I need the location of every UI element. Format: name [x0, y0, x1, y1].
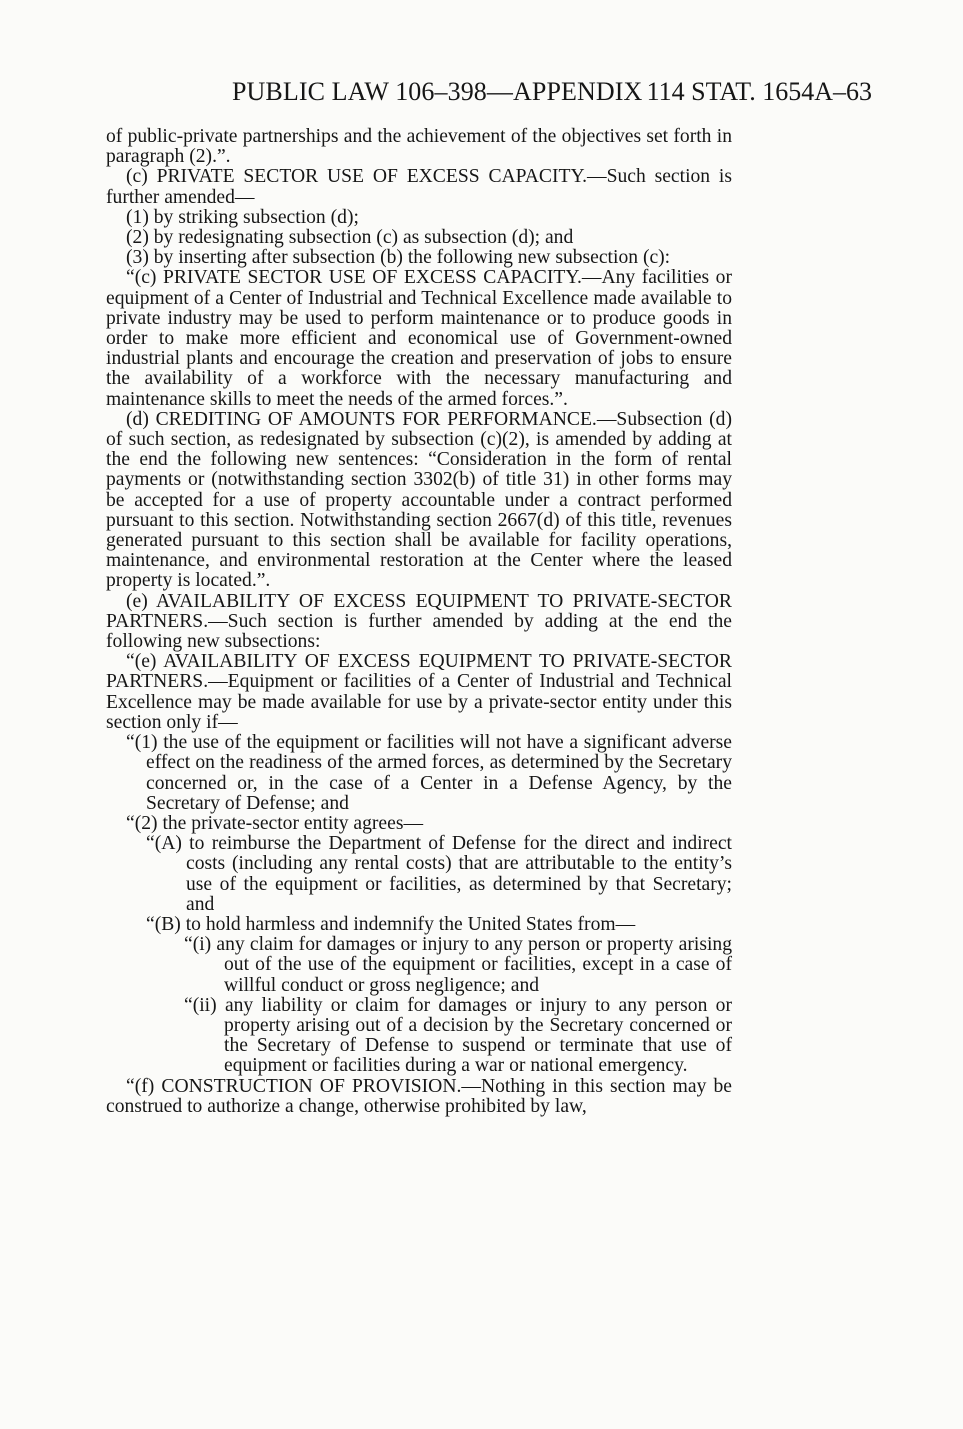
paragraph-quoted-1: “(1) the use of the equipment or facilities will not have a significant adverse effect on the readiness of the armed forces, as determined by the Secretary concerned or, in the case of a Center in a Defense Agency, by the Secretary of Defense; and	[126, 732, 732, 814]
paragraph-subsection-e: (e) AVAILABILITY OF EXCESS EQUIPMENT TO PRIVATE-SECTOR PARTNERS.—Such section is further amended by adding at the end the following new subsections:	[106, 590, 732, 653]
paragraph-quoted-c: “(c) PRIVATE SECTOR USE OF EXCESS CAPACITY.—Any facilities or equipment of a Center of Industrial and Technical Excellence made available to private industry may be used to perform maintenance or to produce goods in order to make more efficient and economical use of Government-owned industrial plants and encourage the creation and preservation of jobs to ensure the availability of a workforce with the necessary manufacturing and maintenance skills to meet the needs of the armed forces.”.	[106, 267, 732, 410]
paragraph-item-3: (3) by inserting after subsection (b) the following new subsection (c):	[126, 247, 671, 269]
paragraph-quoted-f: “(f) CONSTRUCTION OF PROVISION.—Nothing in this section may be construed to authorize a change, otherwise prohibited by law,	[106, 1075, 732, 1117]
paragraph-continuation: of public-private partnerships and the achievement of the objectives set forth in paragraph (2).”.	[106, 126, 732, 168]
statute-page-number: 114 STAT. 1654A–63	[646, 77, 872, 106]
paragraph-quoted-2: “(2) the private-sector entity agrees—	[126, 812, 424, 834]
paragraph-subsection-c: (c) PRIVATE SECTOR USE OF EXCESS CAPACITY.—Such section is further amended—	[106, 166, 732, 208]
document-body	[106, 127, 732, 1117]
paragraph-quoted-B: “(B) to hold harmless and indemnify the United States from—	[146, 913, 636, 935]
paragraph-item-2: (2) by redesignating subsection (c) as subsection (d); and	[126, 227, 574, 249]
paragraph-item-1: (1) by striking subsection (d);	[126, 206, 359, 228]
paragraph-quoted-ii: “(ii) any liability or claim for damages or injury to any person or property arising out of a decision by the Secretary concerned or the Secretary of Defense to suspend or terminate that use of equipment or facilities during a war or national emergency.	[184, 994, 732, 1077]
paragraph-quoted-A: “(A) to reimburse the Department of Defense for the direct and indirect costs (including any rental costs) that are attributable to the entity’s use of the equipment or facilities, as determined by that Secretary; and	[146, 833, 732, 915]
paragraph-quoted-i: “(i) any claim for damages or injury to any person or property arising out of the use of the equipment or facilities, except in a case of willful conduct or gross negligence; and	[184, 934, 732, 996]
paragraph-quoted-e: “(e) AVAILABILITY OF EXCESS EQUIPMENT TO PRIVATE-SECTOR PARTNERS.—Equipment or facilities of a Center of Industrial and Technical Excellence may be made available for use by a private-sector entity under this section only if—	[106, 651, 732, 733]
page-header	[232, 77, 872, 111]
paragraph-subsection-d: (d) CREDITING OF AMOUNTS FOR PERFORMANCE.—Subsection (d) of such section, as redesignated by subsection (c)(2), is amended by adding at the end the following new sentences: “Consideration in the form of rental payments or (notwithstanding section 3302(b) of title 31) in other forms may be accepted for a use of property accountable under a contract performed pursuant to this section. Notwithstanding section 2667(d) of this title, revenues generated pursuant to this section shall be available for facility operations, maintenance, and environmental restoration at the Center where the leased property is located.”.	[106, 408, 732, 592]
running-title: PUBLIC LAW 106–398—APPENDIX	[232, 77, 643, 106]
